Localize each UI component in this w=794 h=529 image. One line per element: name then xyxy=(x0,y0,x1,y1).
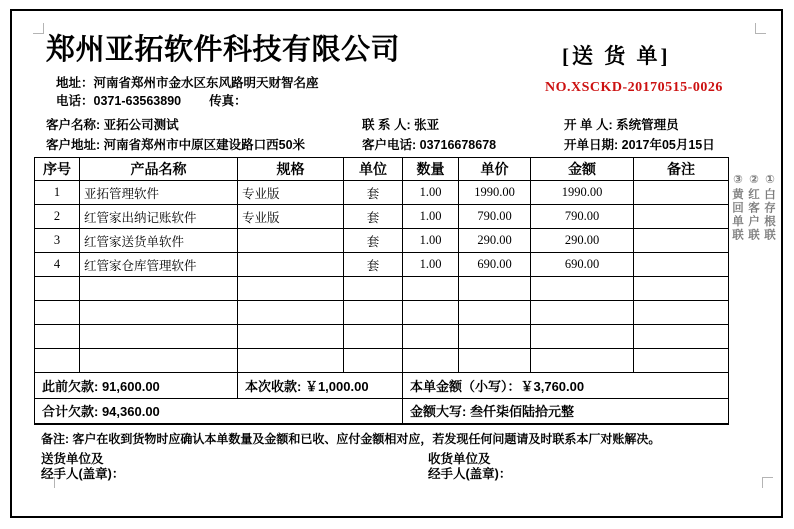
item-cell-seq: 2 xyxy=(35,205,80,229)
empty-cell xyxy=(344,349,403,373)
header-cell-qty: 数量 xyxy=(403,158,459,181)
sender-sign-block xyxy=(41,452,124,482)
receiver-line1: 收货单位及 xyxy=(428,452,491,466)
customer-phone-field xyxy=(362,135,496,153)
copy-label-red-customer: ②红客户联 xyxy=(747,172,759,242)
empty-cell xyxy=(35,349,80,373)
empty-cell xyxy=(344,277,403,301)
empty-cell xyxy=(403,325,459,349)
item-cell-product: 红管家送货单软件 xyxy=(80,229,238,253)
item-cell-amount: 1990.00 xyxy=(531,181,634,205)
address-value: 河南省郑州市金水区东风路明天财智名座 xyxy=(93,76,319,90)
item-cell-product: 红管家出纳记账软件 xyxy=(80,205,238,229)
copy-label-white-stub: ①白存根联 xyxy=(763,172,775,242)
empty-cell xyxy=(80,301,238,325)
item-cell-price: 290.00 xyxy=(459,229,531,253)
table-header-row xyxy=(35,158,729,181)
item-cell-qty: 1.00 xyxy=(403,229,459,253)
item-cell-product: 红管家仓库管理软件 xyxy=(80,253,238,277)
empty-row xyxy=(35,277,729,301)
empty-row xyxy=(35,301,729,325)
customer-name-label: 客户名称: xyxy=(46,118,104,132)
customer-phone-label: 客户电话: xyxy=(362,138,420,152)
empty-cell xyxy=(459,325,531,349)
sender-line2: 经手人(盖章)： xyxy=(41,467,125,481)
company-address-line xyxy=(56,73,319,91)
empty-cell xyxy=(634,349,729,373)
item-cell-qty: 1.00 xyxy=(403,205,459,229)
header-cell-amount: 金额 xyxy=(531,158,634,181)
company-name: 郑州亚拓软件科技有限公司 xyxy=(46,34,401,66)
item-cell-seq: 4 xyxy=(35,253,80,277)
header-cell-note: 备注 xyxy=(634,158,729,181)
empty-cell xyxy=(531,349,634,373)
phone-label: 电话： xyxy=(56,94,94,108)
empty-cell xyxy=(459,349,531,373)
sender-line1: 送货单位及 xyxy=(41,452,104,466)
empty-row xyxy=(35,349,729,373)
clerk-label: 开 单 人: xyxy=(564,118,617,132)
fax-label: 传真： xyxy=(209,94,247,108)
crop-mark-bottom-right xyxy=(762,477,773,488)
item-cell-unit: 套 xyxy=(344,181,403,205)
doc-number: NO.XSCKD-20170515-0026 xyxy=(545,80,723,95)
item-cell-seq: 1 xyxy=(35,181,80,205)
item-cell-unit: 套 xyxy=(344,205,403,229)
customer-address-value: 河南省郑州市中原区建设路口西50米 xyxy=(103,138,306,152)
item-cell-note xyxy=(634,253,729,277)
header-cell-product: 产品名称 xyxy=(80,158,238,181)
empty-cell xyxy=(403,301,459,325)
crop-mark-top-left xyxy=(33,23,44,34)
item-cell-qty: 1.00 xyxy=(403,253,459,277)
item-cell-spec xyxy=(238,253,344,277)
empty-row xyxy=(35,325,729,349)
empty-cell xyxy=(531,301,634,325)
empty-cell xyxy=(238,301,344,325)
empty-cell xyxy=(35,277,80,301)
customer-phone-value: 03716678678 xyxy=(419,138,497,152)
empty-cell xyxy=(634,277,729,301)
items-table xyxy=(34,157,729,425)
item-cell-seq: 3 xyxy=(35,229,80,253)
header-cell-price: 单价 xyxy=(459,158,531,181)
totals-row-2 xyxy=(35,399,729,424)
date-field xyxy=(564,135,715,153)
customer-name-field xyxy=(46,115,179,133)
date-value: 2017年05月15日 xyxy=(621,138,715,152)
item-row xyxy=(35,181,729,205)
item-cell-amount: 690.00 xyxy=(531,253,634,277)
copy-labels xyxy=(729,172,777,407)
empty-cell xyxy=(35,325,80,349)
item-row xyxy=(35,229,729,253)
amount-words-cell: 金额大写: 叁仟柒佰陆拾元整 xyxy=(403,399,729,424)
company-phone-line xyxy=(56,91,247,109)
empty-cell xyxy=(80,277,238,301)
item-cell-price: 690.00 xyxy=(459,253,531,277)
item-cell-note xyxy=(634,205,729,229)
item-cell-amount: 290.00 xyxy=(531,229,634,253)
current-payment-cell: 本次收款: ￥1,000.00 xyxy=(238,373,403,399)
empty-cell xyxy=(344,301,403,325)
header-cell-seq: 序号 xyxy=(35,158,80,181)
item-cell-unit: 套 xyxy=(344,253,403,277)
copy-label-yellow-receipt: ③黄回单联 xyxy=(731,172,743,242)
contact-label: 联 系 人: xyxy=(362,118,415,132)
empty-cell xyxy=(238,277,344,301)
item-cell-price: 790.00 xyxy=(459,205,531,229)
header-cell-spec: 规格 xyxy=(238,158,344,181)
clerk-field xyxy=(564,115,679,133)
item-cell-note xyxy=(634,181,729,205)
item-cell-spec: 专业版 xyxy=(238,181,344,205)
empty-cell xyxy=(634,301,729,325)
customer-address-label: 客户地址: xyxy=(46,138,104,152)
empty-cell xyxy=(344,325,403,349)
receiver-sign-block xyxy=(428,452,511,482)
customer-name-value: 亚拓公司测试 xyxy=(103,118,179,132)
item-row xyxy=(35,205,729,229)
remarks-line: 备注: 客户在收到货物时应确认本单数量及金额和已收、应付金额相对应，若发现任何问题请及时联系本厂对账解决。 xyxy=(41,432,661,446)
empty-cell xyxy=(531,325,634,349)
item-cell-amount: 790.00 xyxy=(531,205,634,229)
empty-cell xyxy=(238,325,344,349)
item-cell-qty: 1.00 xyxy=(403,181,459,205)
contact-field xyxy=(362,115,439,133)
totals-row-1 xyxy=(35,373,729,399)
date-label: 开单日期: xyxy=(564,138,622,152)
phone-value: 0371-63563890 xyxy=(93,94,182,108)
header-cell-unit: 单位 xyxy=(344,158,403,181)
amount-numeric-cell: 本单金额（小写）：￥3,760.00 xyxy=(403,373,729,399)
empty-cell xyxy=(238,349,344,373)
crop-mark-top-right xyxy=(755,23,766,34)
item-cell-spec: 专业版 xyxy=(238,205,344,229)
item-cell-spec xyxy=(238,229,344,253)
total-balance-cell: 合计欠款: 94,360.00 xyxy=(35,399,403,424)
items-body xyxy=(35,181,729,373)
item-cell-note xyxy=(634,229,729,253)
empty-cell xyxy=(634,325,729,349)
clerk-value: 系统管理员 xyxy=(616,118,679,132)
item-cell-product: 亚拓管理软件 xyxy=(80,181,238,205)
empty-cell xyxy=(80,325,238,349)
form-title: [送 货 单] xyxy=(562,44,671,68)
address-label: 地址： xyxy=(56,76,94,90)
empty-cell xyxy=(403,277,459,301)
empty-cell xyxy=(531,277,634,301)
prev-balance-cell: 此前欠款: 91,600.00 xyxy=(35,373,238,399)
customer-address-field xyxy=(46,135,305,153)
empty-cell xyxy=(80,349,238,373)
item-cell-unit: 套 xyxy=(344,229,403,253)
item-row xyxy=(35,253,729,277)
contact-value: 张亚 xyxy=(414,118,440,132)
empty-cell xyxy=(459,277,531,301)
empty-cell xyxy=(403,349,459,373)
empty-cell xyxy=(35,301,80,325)
receiver-line2: 经手人(盖章)： xyxy=(428,467,512,481)
item-cell-price: 1990.00 xyxy=(459,181,531,205)
empty-cell xyxy=(459,301,531,325)
